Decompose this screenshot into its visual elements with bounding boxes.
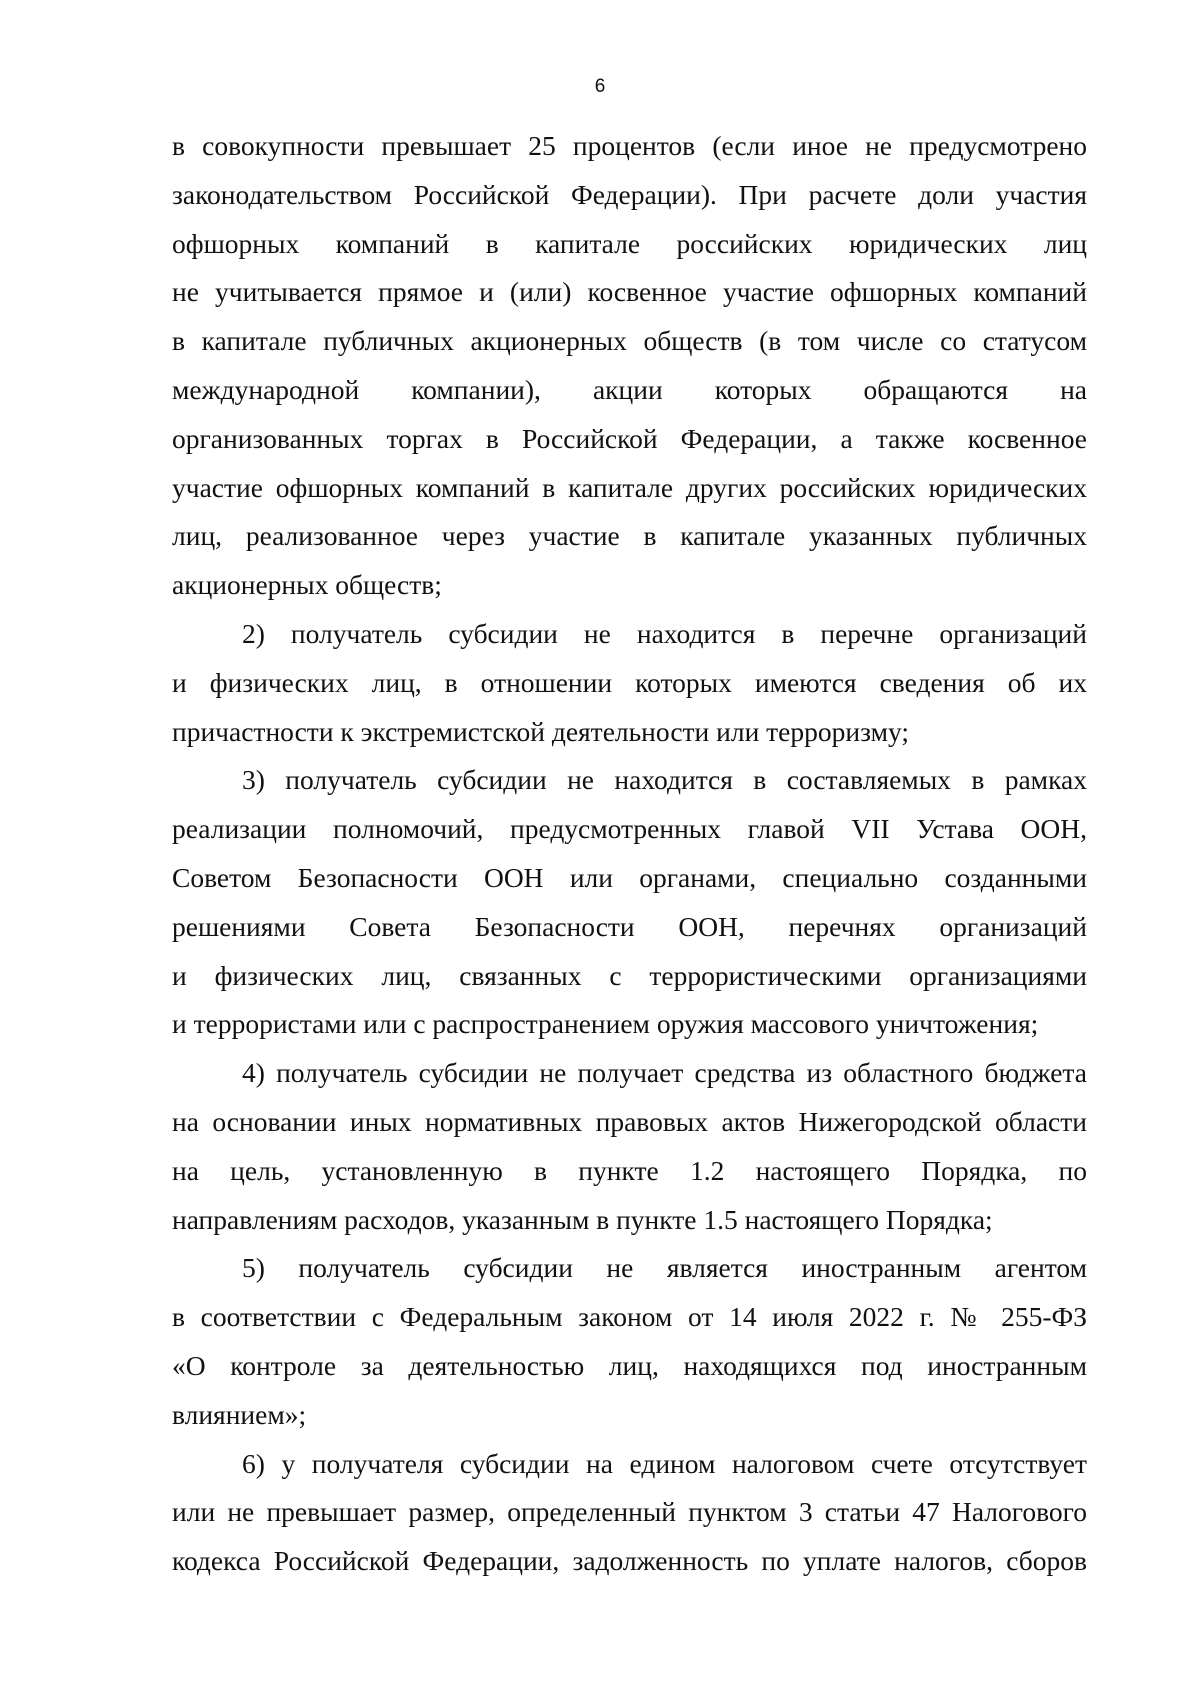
text-line: и физических лиц, в отношении которых имеются сведения об их <box>172 666 1087 698</box>
text-line: 2) получатель субсидии не находится в перечне организаций <box>242 617 1087 649</box>
text-line: на основании иных нормативных правовых актов Нижегородской области <box>172 1105 1087 1137</box>
text-line: в капитале публичных акционерных обществ (в том числе со статусом <box>172 325 1087 357</box>
text-line: направлениям расходов, указанным в пункте 1.5 настоящего Порядка; <box>172 1203 993 1235</box>
page-number: 6 <box>594 76 606 97</box>
text-line: реализации полномочий, предусмотренных главой VII Устава ООН, <box>172 813 1087 845</box>
text-line: международной компании), акции которых обращаются на <box>172 373 1087 405</box>
text-line: лиц, реализованное через участие в капитале указанных публичных <box>172 520 1087 552</box>
text-line: решениями Совета Безопасности ООН, перечнях организаций <box>172 910 1087 942</box>
text-line: 4) получатель субсидии не получает средства из областного бюджета <box>242 1057 1087 1089</box>
text-line: офшорных компаний в капитале российских юридических лиц <box>172 227 1087 259</box>
text-line: Советом Безопасности ООН или органами, специально созданными <box>172 861 1087 893</box>
text-line: 5) получатель субсидии не является иностранным агентом <box>242 1252 1087 1284</box>
text-line: участие офшорных компаний в капитале других российских юридических <box>172 471 1087 503</box>
text-line: законодательством Российской Федерации). При расчете доли участия <box>172 178 1087 210</box>
text-line: в соответствии с Федеральным законом от 14 июля 2022 г. № 255-ФЗ <box>172 1301 1087 1333</box>
text-line: 6) у получателя субсидии на едином налоговом счете отсутствует <box>242 1447 1087 1479</box>
text-line: 3) получатель субсидии не находится в составляемых в рамках <box>242 764 1087 796</box>
text-line: или не превышает размер, определенный пунктом 3 статьи 47 Налогового <box>172 1496 1087 1528</box>
text-line: в совокупности превышает 25 процентов (если иное не предусмотрено <box>172 130 1087 161</box>
text-line: не учитывается прямое и (или) косвенное участие офшорных компаний <box>172 276 1087 308</box>
text-line: кодекса Российской Федерации, задолженность по уплате налогов, сборов <box>172 1545 1087 1577</box>
text-line: причастности к экстремистской деятельности или терроризму; <box>172 715 910 747</box>
document-body <box>172 122 1087 1586</box>
text-line: акционерных обществ; <box>172 569 442 601</box>
text-line: и физических лиц, связанных с террористическими организациями <box>172 959 1087 991</box>
text-line: и террористами или с распространением оружия массового уничтожения; <box>172 1008 1039 1040</box>
text-line: на цель, установленную в пункте 1.2 настоящего Порядка, по <box>172 1154 1087 1186</box>
text-line: «О контроле за деятельностью лиц, находящихся под иностранным <box>172 1349 1087 1381</box>
text-line: организованных торгах в Российской Федерации, а также косвенное <box>172 422 1087 454</box>
text-line: влиянием»; <box>172 1398 307 1430</box>
